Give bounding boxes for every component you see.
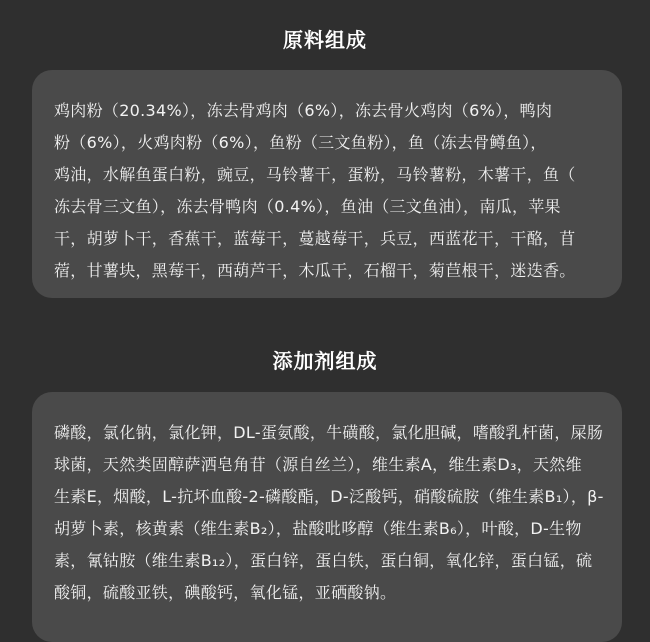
additives-line: 生素E，烟酸，L-抗坏血酸-2-磷酸酯，D-泛酸钙，硝酸硫胺（维生素B₁），β- [54,487,604,506]
ingredients-line: 冻去骨三文鱼），冻去骨鸭肉（0.4%），鱼油（三文鱼油），南瓜，苹果 [54,197,561,216]
ingredients-line: 鸡油，水解鱼蛋白粉，豌豆，马铃薯干，蛋粉，马铃薯粉，木薯干，鱼（ [54,165,576,184]
ingredients-line: 蓿，甘薯块，黑莓干，西葫芦干，木瓜干，石榴干，菊苣根干，迷迭香。 [54,261,576,280]
ingredients-title: 原料组成 [283,28,367,52]
ingredients-line: 干，胡萝卜干，香蕉干，蓝莓干，蔓越莓干，兵豆，西蓝花干，干酪，苜 [54,229,576,248]
additives-line: 素，氰钴胺（维生素B₁₂），蛋白锌，蛋白铁，蛋白铜，氧化锌，蛋白锰，硫 [54,551,593,570]
additives-title: 添加剂组成 [272,349,378,373]
ingredients-card [32,70,622,298]
ingredients-line: 粉（6%），火鸡肉粉（6%），鱼粉（三文鱼粉），鱼（冻去骨鳟鱼）， [54,133,547,152]
additives-line: 球菌，天然类固醇萨洒皂角苷（源自丝兰），维生素A，维生素D₃，天然维 [54,455,582,474]
additives-card [32,392,622,642]
ingredients-line: 鸡肉粉（20.34%），冻去骨鸡肉（6%），冻去骨火鸡肉（6%），鸭肉 [54,101,553,120]
additives-line: 酸铜，硫酸亚铁，碘酸钙，氧化锰，亚硒酸钠。 [54,583,397,602]
additives-line: 胡萝卜素，核黄素（维生素B₂），盐酸吡哆醇（维生素B₆），叶酸，D-生物 [54,519,582,538]
additives-line: 磷酸，氯化钠，氯化钾，DL-蛋氨酸，牛磺酸，氯化胆碱，嗜酸乳杆菌，屎肠 [54,423,604,442]
